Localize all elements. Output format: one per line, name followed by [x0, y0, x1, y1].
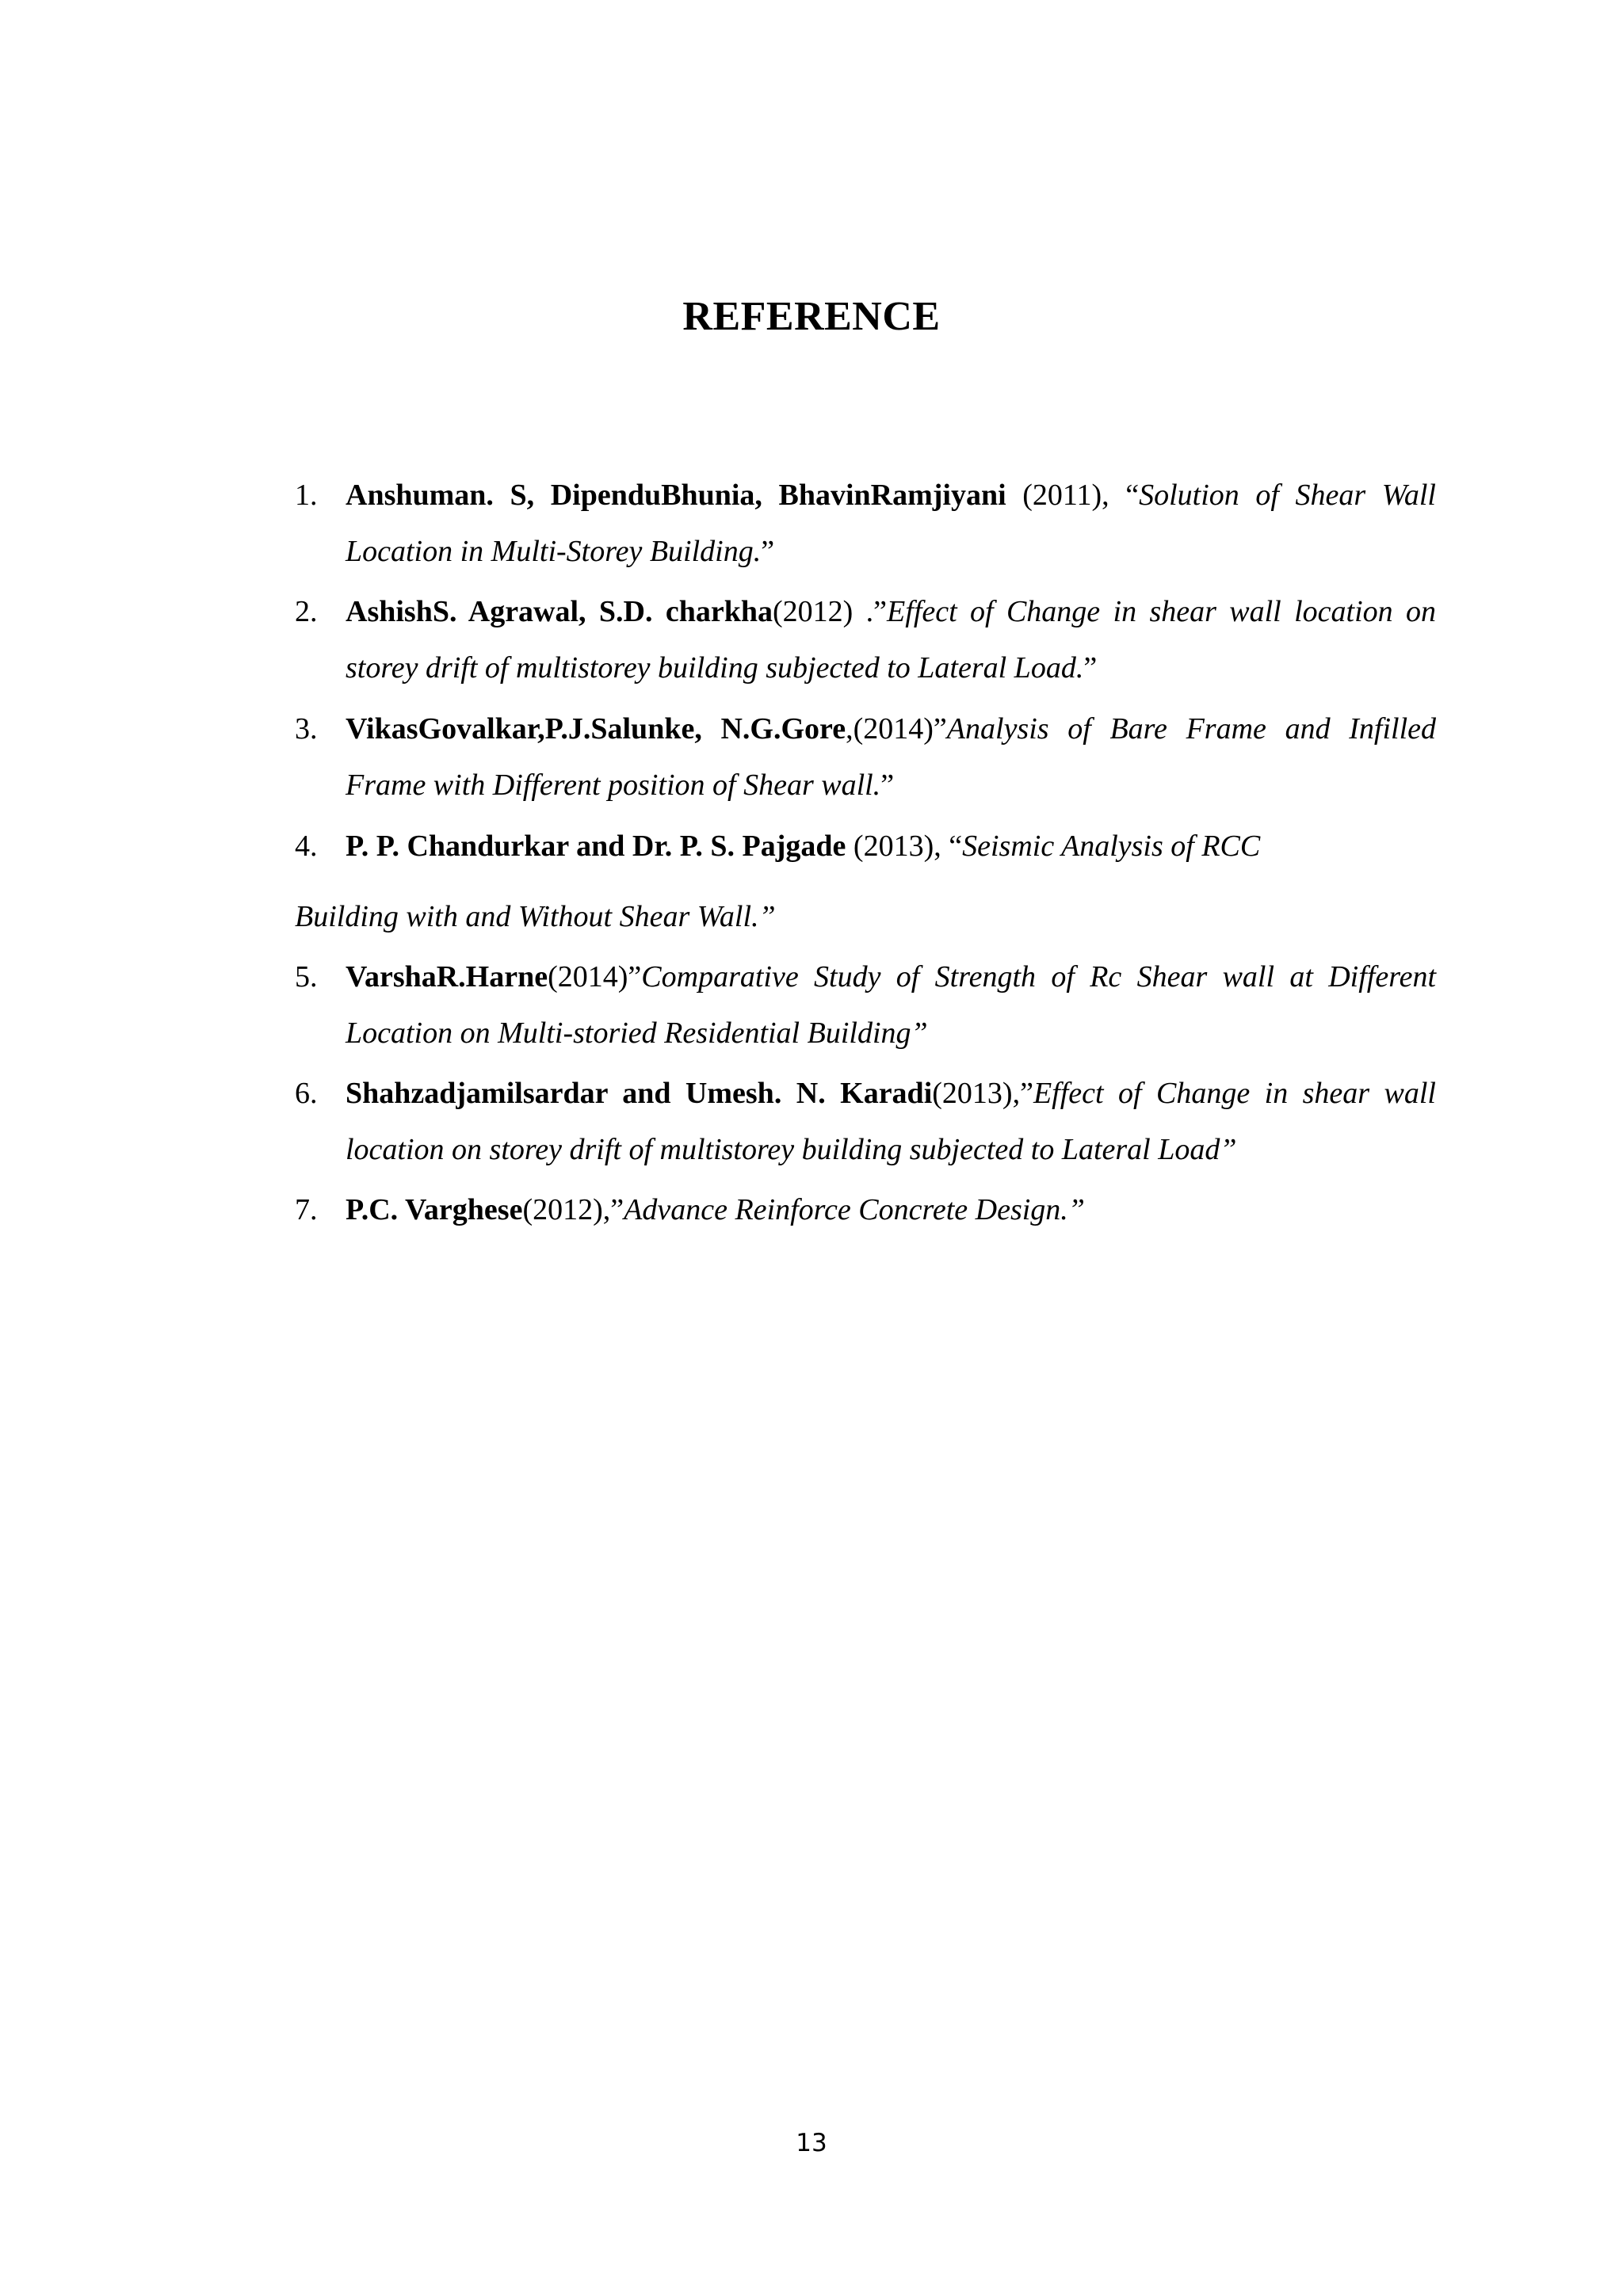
reference-number: 5.: [295, 960, 318, 994]
reference-title-continuation: Building with and Without Shear Wall.”: [295, 900, 776, 933]
reference-title: Effect of Change in shear wall location on storey drift of multistorey building subjected to Lateral Load.: [346, 595, 1436, 685]
reference-item-5: [295, 949, 1436, 1062]
reference-closing-quote: ”: [761, 535, 775, 568]
reference-body: [346, 584, 1436, 696]
reference-item-1: [295, 467, 1436, 580]
reference-item-3: [295, 701, 1436, 814]
reference-number: 4.: [295, 830, 318, 863]
reference-authors: AshishS. Agrawal, S.D. charkha: [346, 595, 773, 628]
reference-authors: VarshaR.Harne: [346, 960, 548, 994]
page-title: REFERENCE: [682, 293, 941, 339]
reference-year: (2013),”: [932, 1077, 1033, 1110]
reference-title: Comparative Study of Strength of Rc Shear wall at Different Location on Multi-storied Residential Building”: [346, 960, 1436, 1050]
reference-number: 3.: [295, 712, 318, 746]
page-number: 13: [796, 2129, 827, 2157]
reference-title: Seismic Analysis of RCC: [962, 830, 1261, 863]
reference-authors: Shahzadjamilsardar and Umesh. N. Karadi: [346, 1077, 933, 1110]
reference-authors: VikasGovalkar,P.J.Salunke, N.G.Gore: [346, 712, 846, 746]
reference-title: Analysis of Bare Frame and Infilled Frame with Different position of Shear wall.: [346, 712, 1436, 802]
reference-body: [346, 1066, 1436, 1178]
reference-number: 1.: [295, 479, 318, 512]
reference-year: (2012),”: [522, 1193, 624, 1226]
reference-item-7: [295, 1182, 1436, 1238]
reference-authors: P. P. Chandurkar and Dr. P. S. Pajgade: [346, 830, 846, 863]
reference-year: (2014)”: [548, 960, 642, 994]
reference-body: [346, 1182, 1436, 1238]
reference-number: 7.: [295, 1193, 318, 1226]
reference-body: [346, 701, 1436, 814]
reference-body: [346, 818, 1436, 875]
reference-authors: P.C. Varghese: [346, 1193, 523, 1226]
reference-item-6: [295, 1066, 1436, 1178]
reference-year: ,(2014)”: [846, 712, 947, 746]
reference-number: 6.: [295, 1077, 318, 1110]
reference-year: (2013), “: [846, 830, 963, 863]
reference-title: Solution of Shear Wall Location in Multi-Storey Building.: [346, 479, 1436, 568]
reference-number: 2.: [295, 595, 318, 628]
reference-title: Advance Reinforce Concrete Design.”: [624, 1193, 1085, 1226]
reference-closing-quote: ”: [1083, 651, 1098, 685]
reference-item-4: [295, 818, 1436, 945]
reference-closing-quote: ”: [880, 769, 895, 802]
reference-year: (2011), “: [1006, 479, 1140, 512]
reference-body: [346, 949, 1436, 1062]
reference-body: [346, 467, 1436, 580]
reference-list: [295, 467, 1436, 1238]
reference-year: (2012) .”: [773, 595, 888, 628]
reference-item-2: [295, 584, 1436, 696]
reference-authors: Anshuman. S, DipenduBhunia, BhavinRamjiyani: [346, 479, 1006, 512]
reference-title: Effect of Change in shear wall location on storey drift of multistorey building subjected to Lateral Load”: [346, 1077, 1436, 1166]
